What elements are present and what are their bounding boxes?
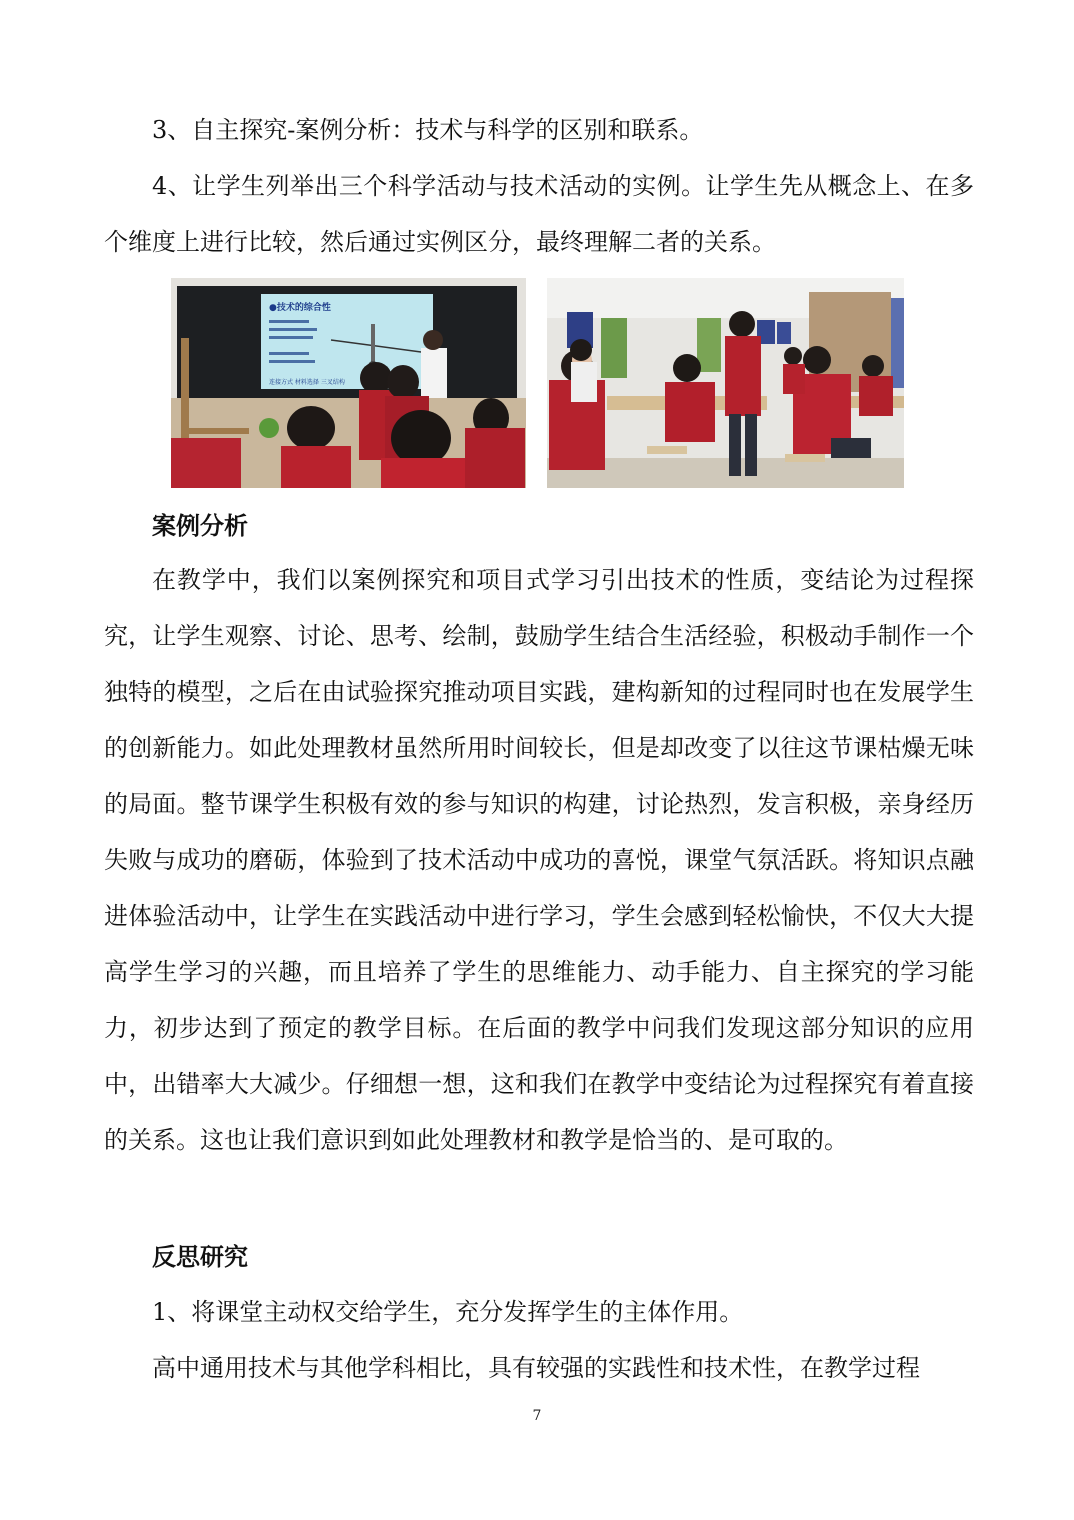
slide-footer: 连接方式 材料选择 三叉结构 [269,379,345,386]
paragraph-step-3: 3、自主探究-案例分析：技术与科学的区别和联系。 [152,116,704,144]
section-heading-reflection: 反思研究 [152,1243,248,1271]
classroom-presentation-photo [171,278,526,488]
paragraph-reflection-body: 高中通用技术与其他学科相比，具有较强的实践性和技术性，在教学过程 [152,1354,920,1382]
paragraph-step-4: 4、让学生列举出三个科学活动与技术活动的实例。让学生先从概念上、在多个维度上进行比较，然后通过实例区分，最终理解二者的关系。 [104,172,974,256]
paragraph-reflection-item-1: 1、将课堂主动权交给学生，充分发挥学生的主体作用。 [152,1298,744,1326]
slide-title: ●技术的综合性 [269,303,331,313]
section-heading-case-analysis: 案例分析 [152,512,248,540]
students-classroom-photo [547,278,904,488]
paragraph-case-analysis: 在教学中，我们以案例探究和项目式学习引出技术的性质，变结论为过程探究，让学生观察、讨论、思考、绘制，鼓励学生结合生活经验，积极动手制作一个独特的模型，之后在由试验探究推动项目实践，建构新知的过程同时也在发展学生的创新能力。如此处理教材虽然所用时间较长，但是却改变了以往这节课枯燥无味的局面。整节课学生积极有效的参与知识的构建，讨论热烈，发言积极，亲身经历失败与成功的磨砺，体验到了技术活动中成功的喜悦，课堂气氛活跃。将知识点融进体验活动中，让学生在实践活动中进行学习，学生会感到轻松愉快，不仅大大提高学生学习的兴趣，而且培养了学生的思维能力、动手能力、自主探究的学习能力，初步达到了预定的教学目标。在后面的教学中问我们发现这部分知识的应用中，出错率大大减少。仔细想一想，这和我们在教学中变结论为过程探究有着直接的关系。这也让我们意识到如此处理教材和教学是恰当的、是可取的。 [104,566,974,1154]
page-number: 7 [532,1408,542,1424]
